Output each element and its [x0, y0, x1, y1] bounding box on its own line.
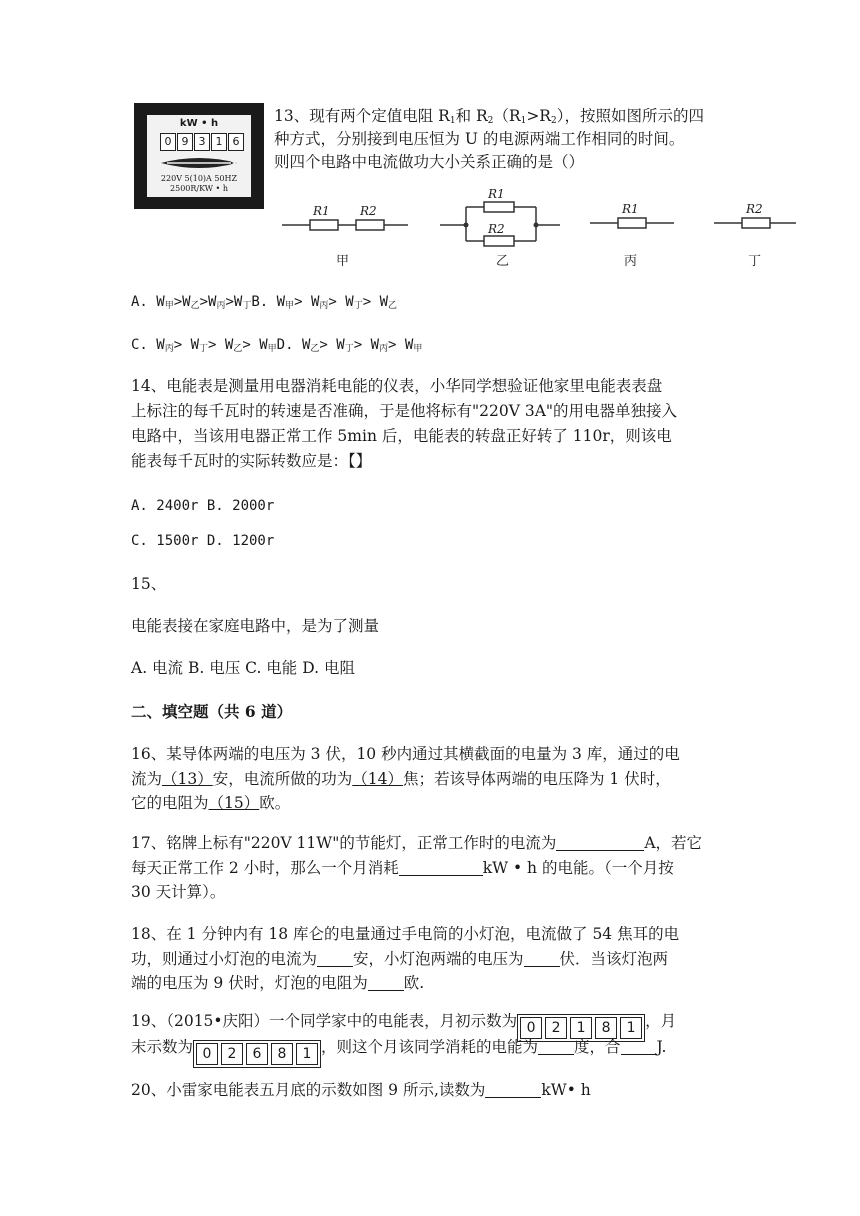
label-yi: 乙 [496, 254, 510, 269]
q15-number: 15、 [131, 575, 167, 593]
answer-blank [399, 859, 483, 876]
answer-blank [621, 1038, 657, 1055]
answer-blank [524, 950, 560, 967]
meter-digit: 1 [211, 133, 227, 151]
section-title: 二、填空题（共 6 道） [131, 702, 293, 721]
q19-line-1: 19、（2015•庆阳）一个同学家中的电能表，月初示数为 0 2 1 8 1 ，月 [131, 1010, 676, 1042]
meter-spec-1: 220V 5(10)A 50HZ [160, 174, 238, 183]
q14-options-cd: C. 1500r D. 1200r [131, 533, 275, 549]
q14-line-3: 电路中，当该用电器正常工作 5min 后，电能表的转盘正好转了 110r，则该电 [131, 427, 672, 445]
q18-line-1: 18、在 1 分钟内有 18 库仑的电量通过手电筒的小灯泡，电流做了 54 焦耳的电 [131, 925, 680, 943]
meter-disc-icon [157, 155, 241, 171]
meter-digit: 3 [194, 133, 210, 151]
r2-label: R2 [488, 222, 505, 236]
answer-blank [538, 1038, 574, 1055]
q13-options-cd: C. $W_丙> W_丁> W_乙> W_甲D$. $W_乙> W_丁> W_丙> W_甲$ [131, 337, 423, 354]
circuit-diagrams [276, 185, 800, 270]
label-ding: 丁 [748, 254, 762, 269]
q14-line-4: 能表每千瓦时的实际转数应是：【】 [131, 452, 372, 470]
r1-label: R1 [622, 202, 639, 216]
q13-line-3: 则四个电路中电流做功大小关系正确的是（） [274, 153, 585, 171]
answer-blank [485, 1081, 541, 1098]
blank-15: （15） [208, 794, 260, 812]
energy-meter-image [134, 103, 264, 209]
blank-13: （13） [162, 770, 213, 788]
meter-digits [160, 133, 244, 151]
q14-line-2: 上标注的每千瓦时的转速是否准确，于是他将标有"220V 3A"的用电器单独接入 [131, 402, 678, 420]
q15-options: A. 电流 B. 电压 C. 电能 D. 电阻 [131, 659, 355, 677]
q20-line: 20、小雷家电能表五月底的示数如图 9 所示,读数为 kW• h [131, 1081, 591, 1099]
meter-digit: 0 [160, 133, 176, 151]
r1-label: R1 [488, 187, 505, 201]
blank-14: （14） [352, 770, 403, 788]
q16-line-2: 流为（13）安，电流所做的功为（14）焦；若该导体两端的电压降为 1 伏时， [131, 770, 671, 788]
q14-options-ab: A. 2400r B. 2000r [131, 498, 275, 514]
meter-digit: 9 [177, 133, 193, 151]
q19-line-2: 末示数为 0 2 6 8 1 ，则这个月该同学消耗的电能为 度，合 J. [131, 1036, 666, 1068]
answer-blank [556, 834, 644, 851]
meter-reading-start: 0 2 1 8 1 [517, 1014, 645, 1042]
meter-unit: kW • h [179, 118, 219, 129]
q13-options-ab: A. $W_甲>W_乙>W_丙>W_丁B$. $W_甲> W_丙> W_丁> W_乙$ [131, 294, 398, 311]
q13-line-1: 13、现有两个定值电阻 $R_1$和 $R_2(R_1>R_2)$，按照如图所示的四 [274, 107, 704, 126]
q14-line-1: 14、电能表是测量用电器消耗电能的仪表，小华同学想验证他家里电能表表盘 [131, 377, 663, 395]
q16-line-1: 16、某导体两端的电压为 3 伏，10 秒内通过其横截面的电量为 3 库，通过的电 [131, 745, 680, 763]
q18-line-3: 端的电压为 9 伏时，灯泡的电阻为 欧. [131, 974, 425, 992]
meter-reading-end: 0 2 6 8 1 [193, 1040, 321, 1068]
meter-spec-2: 2500R/KW • h [170, 184, 228, 193]
r1-label: R1 [313, 204, 330, 218]
meter-digit: 6 [228, 133, 244, 151]
meter-face [147, 115, 251, 197]
q17-line-2: 每天正常工作 2 小时，那么一个月消耗 kW • h 的电能。（一个月按 [131, 859, 674, 877]
answer-blank [317, 950, 353, 967]
q13-line-2: 种方式，分别接到电压恒为 U 的电源两端工作相同的时间。 [274, 130, 685, 148]
q17-line-1: 17、铭牌上标有"220V 11W"的节能灯，正常工作时的电流为 A，若它 [131, 834, 703, 852]
label-jia: 甲 [336, 254, 350, 269]
r2-label: R2 [360, 204, 377, 218]
label-bing: 丙 [624, 254, 638, 269]
r2-label: R2 [746, 202, 763, 216]
answer-blank [368, 974, 404, 991]
q16-line-3: 它的电阻为（15）欧。 [131, 794, 291, 812]
q17-line-3: 30 天计算）。 [131, 883, 226, 901]
q15-stem: 电能表接在家庭电路中，是为了测量 [131, 617, 380, 635]
q18-line-2: 功，则通过小灯泡的电流为 安，小灯泡两端的电压为 伏．当该灯泡两 [131, 950, 669, 968]
